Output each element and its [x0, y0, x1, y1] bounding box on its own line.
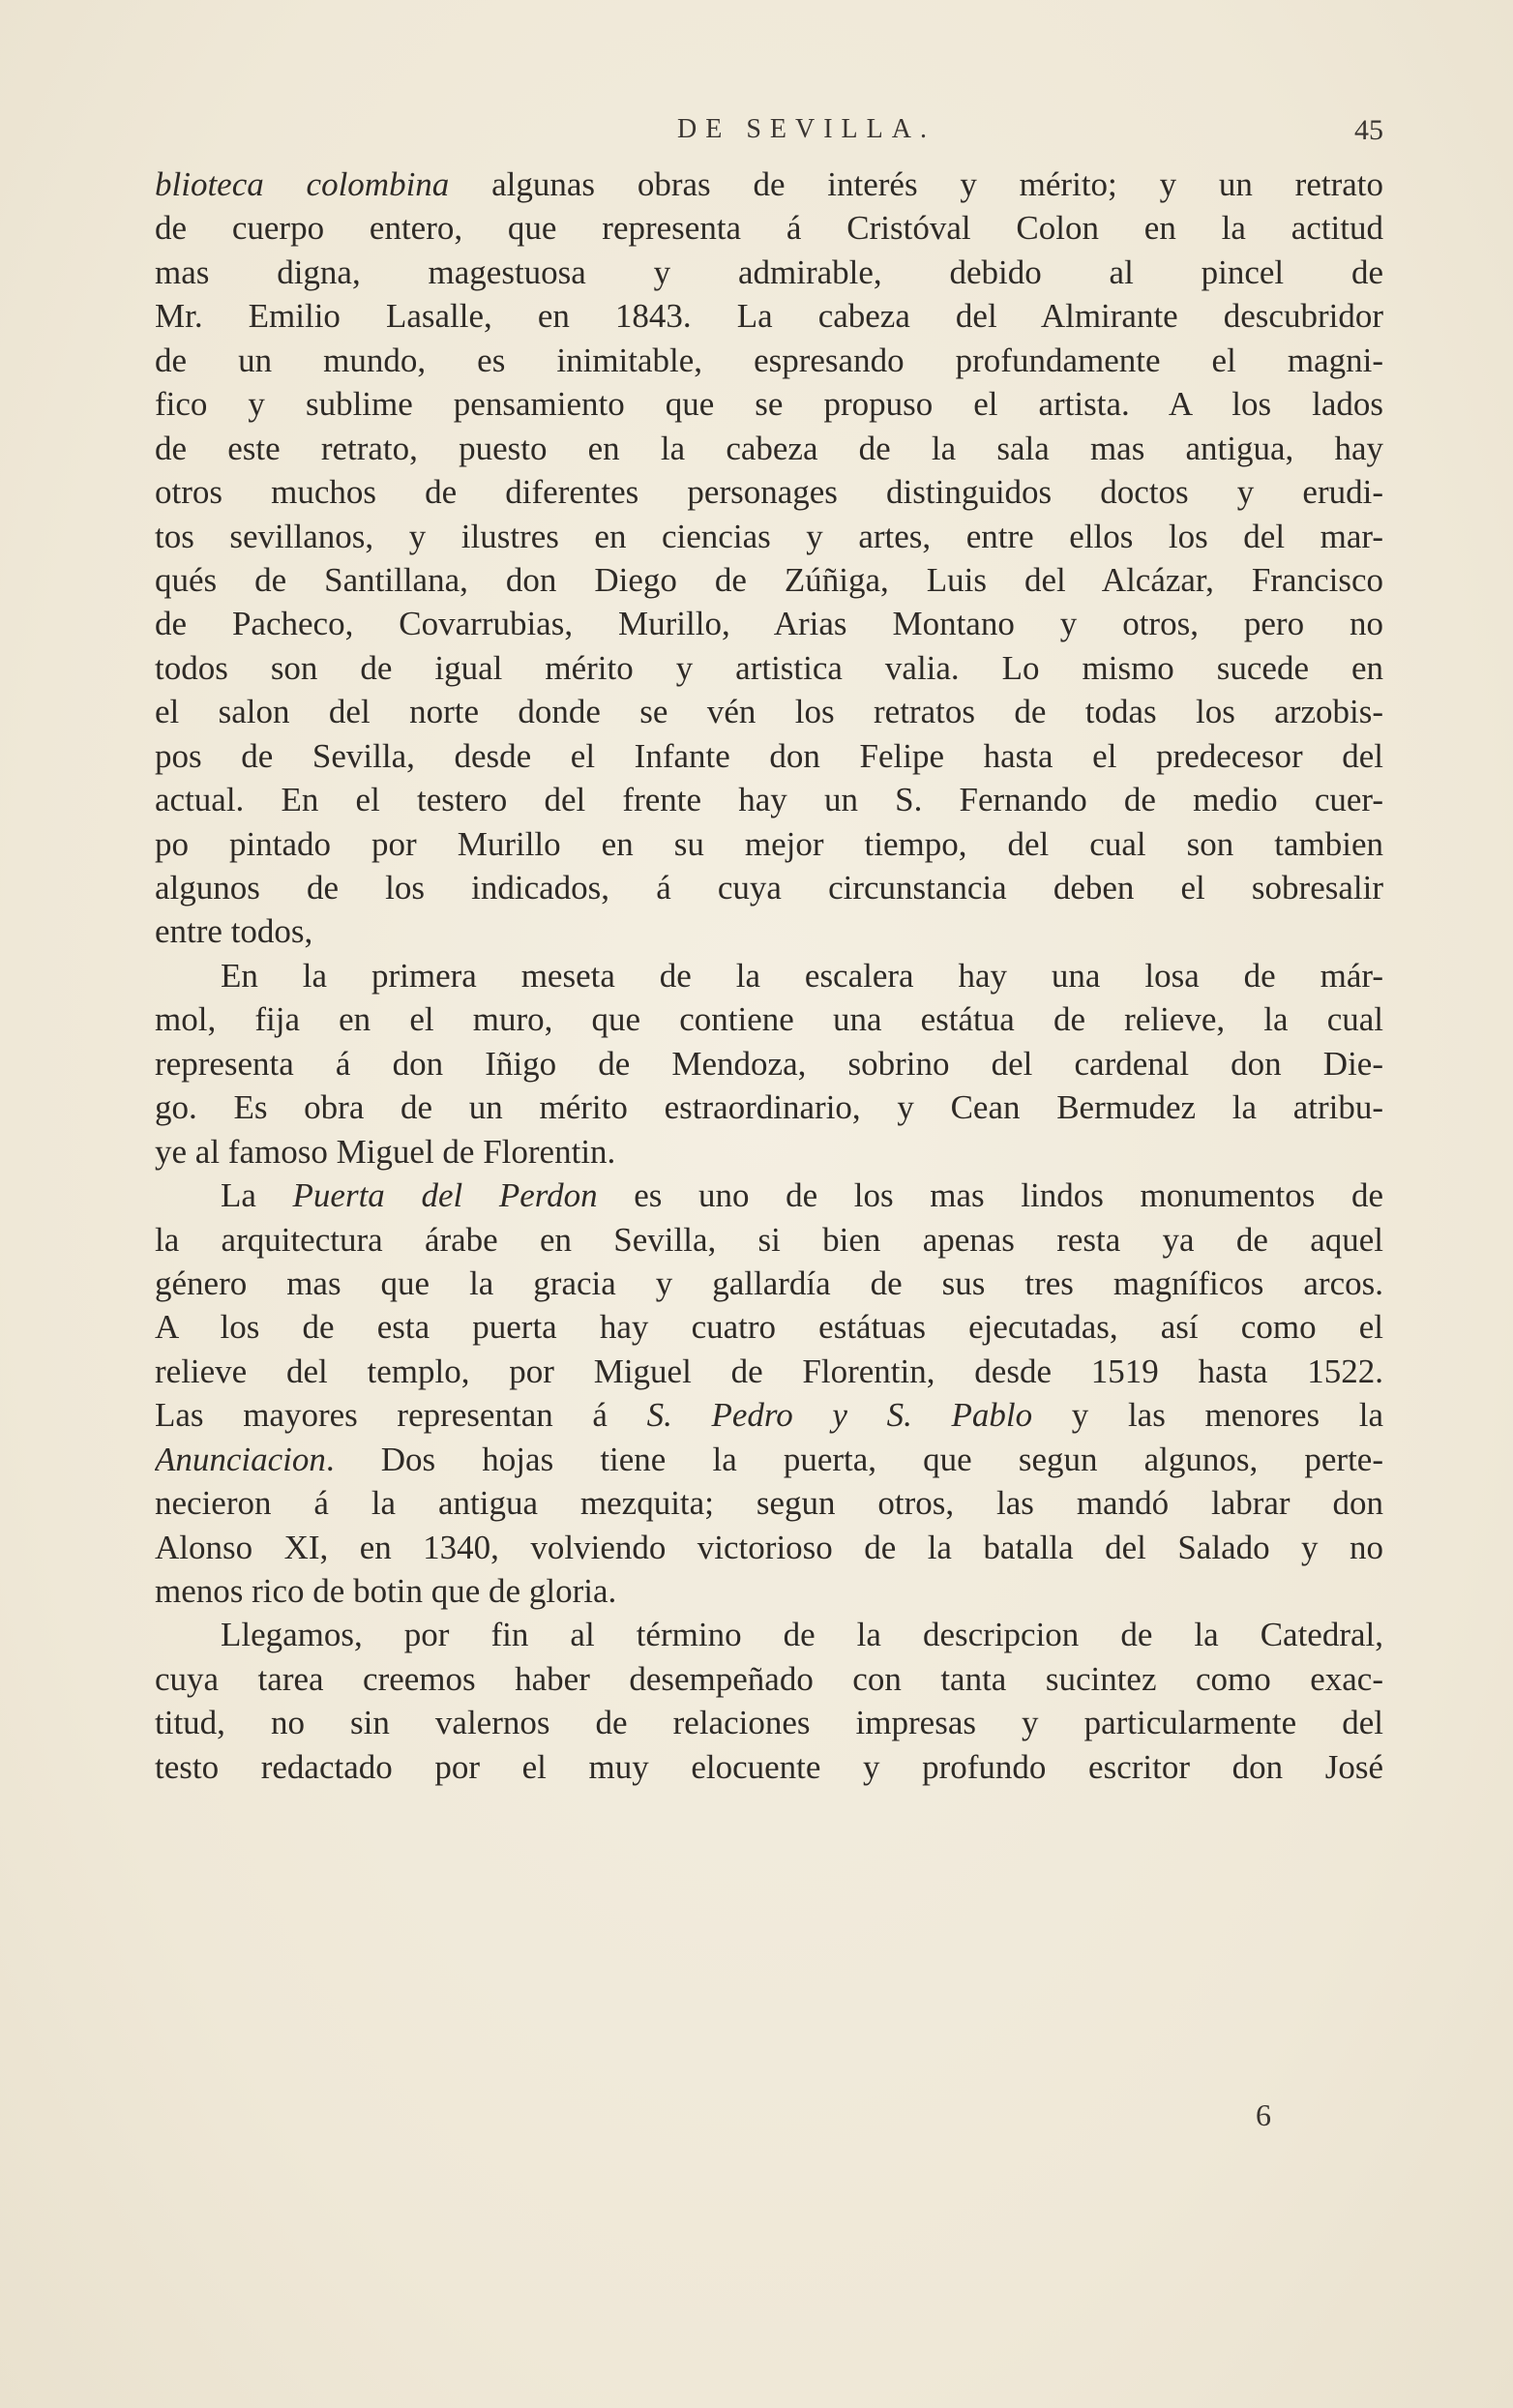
body-text	[155, 163, 1383, 1789]
text-line: Anunciacion. Dos hojas tiene la puerta, que segun algunos, perte-	[155, 1440, 1383, 1478]
text-line: qués de Santillana, don Diego de Zúñiga, Luis del Alcázar, Francisco	[155, 560, 1383, 599]
text-line: Las mayores representan á S. Pedro y S. Pablo y las menores la	[155, 1396, 1383, 1435]
text-line: de Pacheco, Covarrubias, Murillo, Arias Montano y otros, pero no	[155, 605, 1383, 643]
text-line: el salon del norte donde se vén los retratos de todas los arzobis-	[155, 693, 1383, 731]
text-line: A los de esta puerta hay cuatro estátuas ejecutadas, así como el	[155, 1308, 1383, 1347]
text-line: algunos de los indicados, á cuya circunstancia deben el sobresalir	[155, 869, 1383, 907]
text-line: titud, no sin valernos de relaciones impresas y particularmente del	[155, 1704, 1383, 1742]
text-line: cuya tarea creemos haber desempeñado con tanta sucintez como exac-	[155, 1659, 1383, 1698]
text-line: entre todos,	[155, 912, 313, 951]
text-line: de cuerpo entero, que representa á Cristóval Colon en la actitud	[155, 209, 1383, 248]
text-line: relieve del templo, por Miguel de Florentin, desde 1519 hasta 1522.	[155, 1352, 1383, 1390]
text-line: necieron á la antigua mezquita; segun otros, las mandó labrar don	[155, 1484, 1383, 1523]
text-line: go. Es obra de un mérito estraordinario, y Cean Bermudez la atribu-	[155, 1088, 1383, 1127]
signature-mark: 6	[1256, 2097, 1271, 2132]
text-line: menos rico de botin que de gloria.	[155, 1572, 617, 1610]
text-line: Llegamos, por fin al término de la descripcion de la Catedral,	[221, 1616, 1383, 1654]
running-head: DE SEVILLA.	[677, 114, 935, 144]
text-line: género mas que la gracia y gallardía de sus tres magníficos arcos.	[155, 1263, 1383, 1302]
text-line: La Puerta del Perdon es uno de los mas lindos monumentos de	[221, 1176, 1383, 1215]
text-line: fico y sublime pensamiento que se propuso el artista. A los lados	[155, 385, 1383, 424]
text-line: de un mundo, es inimitable, espresando profundamente el magni-	[155, 341, 1383, 379]
text-line: testo redactado por el muy elocuente y profundo escritor don José	[155, 1747, 1383, 1786]
text-line: mas digna, magestuosa y admirable, debido al pincel de	[155, 253, 1383, 291]
text-line: tos sevillanos, y ilustres en ciencias y artes, entre ellos los del mar-	[155, 517, 1383, 555]
text-line: representa á don Iñigo de Mendoza, sobrino del cardenal don Die-	[155, 1044, 1383, 1083]
text-line: mol, fija en el muro, que contiene una estátua de relieve, la cual	[155, 1000, 1383, 1039]
text-line: la arquitectura árabe en Sevilla, si bien apenas resta ya de aquel	[155, 1220, 1383, 1259]
text-line: En la primera meseta de la escalera hay una losa de már-	[221, 956, 1383, 995]
text-line: Alonso XI, en 1340, volviendo victorioso de la batalla del Salado y no	[155, 1528, 1383, 1566]
text-line: actual. En el testero del frente hay un S. Fernando de medio cuer-	[155, 781, 1383, 819]
page-number: 45	[1354, 114, 1383, 146]
text-line: todos son de igual mérito y artistica valia. Lo mismo sucede en	[155, 648, 1383, 687]
text-line: Mr. Emilio Lasalle, en 1843. La cabeza del Almirante descubridor	[155, 297, 1383, 336]
text-line: blioteca colombina algunas obras de interés y mérito; y un retrato	[155, 165, 1383, 203]
page-header	[155, 114, 1383, 153]
text-line: po pintado por Murillo en su mejor tiempo, del cual son tambien	[155, 824, 1383, 863]
text-line: otros muchos de diferentes personages distinguidos doctos y erudi-	[155, 473, 1383, 512]
text-line: ye al famoso Miguel de Florentin.	[155, 1132, 616, 1171]
text-line: pos de Sevilla, desde el Infante don Felipe hasta el predecesor del	[155, 736, 1383, 775]
text-line: de este retrato, puesto en la cabeza de la sala mas antigua, hay	[155, 429, 1383, 467]
